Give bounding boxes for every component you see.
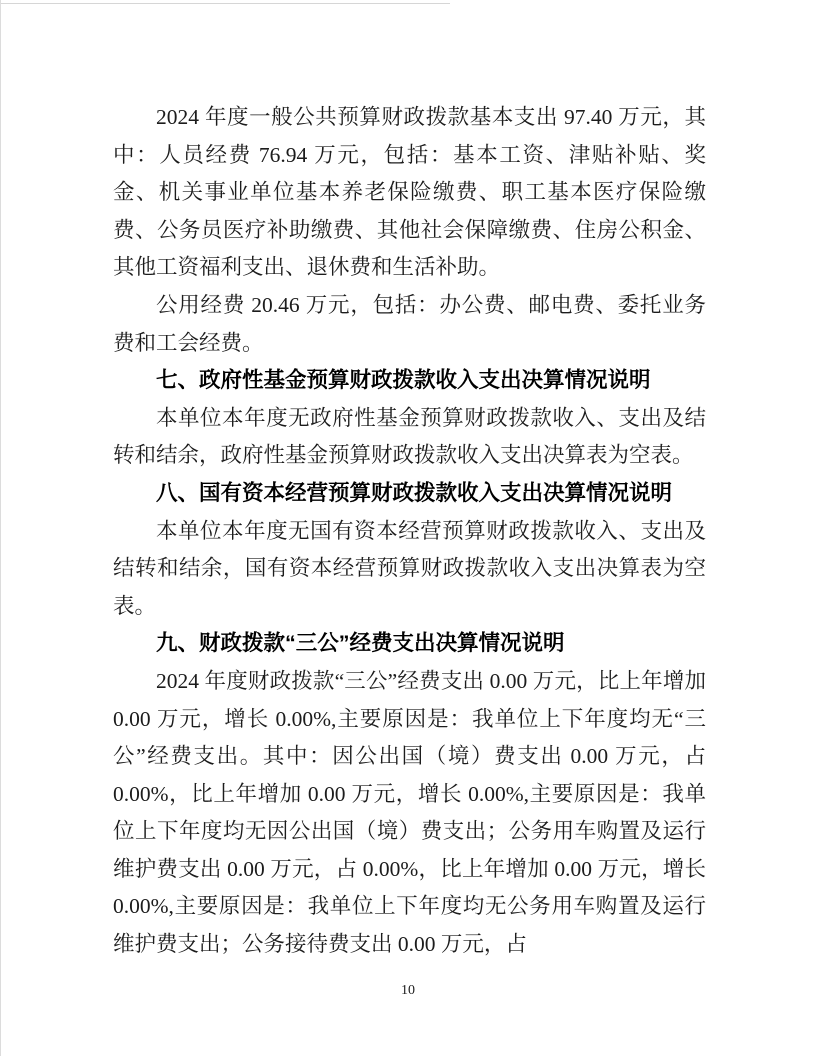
paragraph-state-capital-budget-note: 本单位本年度无国有资本经营预算财政拨款收入、支出及结转和结余，国有资本经营预算财政拨款收入支出决算表为空表。 xyxy=(113,518,706,618)
scan-artifact-left-line xyxy=(0,0,1,1056)
paragraph-public-funds: 公用经费 20.46 万元，包括：办公费、邮电费、委托业务费和工会经费。 xyxy=(113,292,706,355)
page-number: 10 xyxy=(401,983,415,998)
heading-section-7-government-fund-budget: 七、政府性基金预算财政拨款收入支出决算情况说明 xyxy=(156,368,651,393)
heading-section-8-state-capital-budget: 八、国有资本经营预算财政拨款收入支出决算情况说明 xyxy=(156,480,673,505)
document-body xyxy=(113,99,706,964)
paragraph-basic-expenditure: 2024 年度一般公共预算财政拨款基本支出 97.40 万元，其中：人员经费 76.94 万元，包括：基本工资、津贴补贴、奖金、机关事业单位基本养老保险缴费、职工基本医疗保险缴费、公务员医疗补助缴费、其他社会保障缴费、住房公积金、其他工资福利支出、退休费和生活补助。 xyxy=(113,105,706,280)
heading-section-9-three-public-expenses: 九、财政拨款“三公”经费支出决算情况说明 xyxy=(156,631,565,656)
paragraph-three-public-expenses-detail: 2024 年度财政拨款“三公”经费支出 0.00 万元，比上年增加 0.00 万元，增长 0.00%,主要原因是：我单位上下年度均无“三公”经费支出。其中：因公出国（境）费支出 0.00 万元，占 0.00%，比上年增加 0.00 万元，增长 0.00%,主要原因是：我单位上下年度均无因公出国（境）费支出；公务用车购置及运行维护费支出 0.00 万元，占 0.00%，比上年增加 0.00 万元，增长 0.00%,主要原因是：我单位上下年度均无公务用车购置及运行维护费支出；公务接待费支出 0.00 万元，占 xyxy=(113,668,706,957)
paragraph-government-fund-budget-note: 本单位本年度无政府性基金预算财政拨款收入、支出及结转和结余，政府性基金预算财政拨款收入支出决算表为空表。 xyxy=(113,405,706,468)
scan-artifact-top-line xyxy=(0,3,450,4)
